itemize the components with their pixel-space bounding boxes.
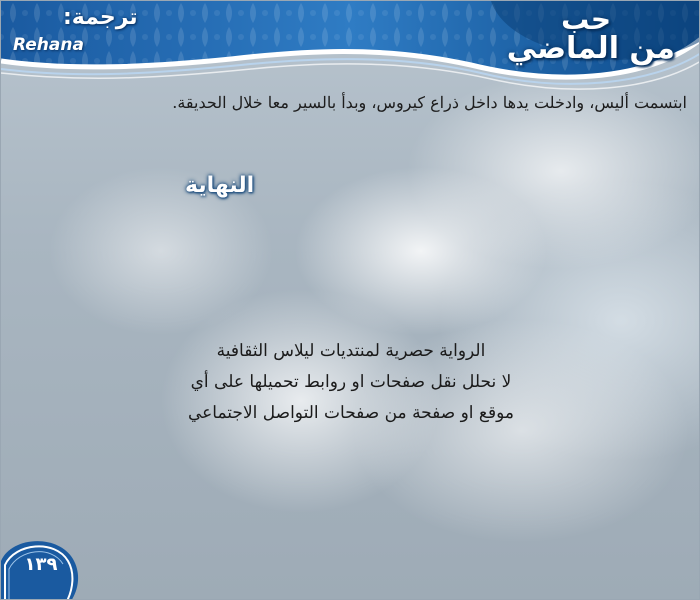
page-number: ١٣٩ xyxy=(24,554,58,575)
the-end-heading: النهاية xyxy=(185,173,255,198)
notice-line: لا نحلل نقل صفحات او روابط تحميلها على أي xyxy=(190,372,512,392)
translation-label: ترجمة: xyxy=(63,5,138,30)
notice-line: الرواية حصرية لمنتديات ليلاس الثقافية xyxy=(216,341,486,361)
exclusive-rights-notice xyxy=(151,336,551,429)
book-title-line1: حب xyxy=(561,3,611,36)
translator-name: Rehana xyxy=(13,35,84,55)
notice-line: موقع او صفحة من صفحات التواصل الاجتماعي xyxy=(187,403,514,423)
book-title-line2: من الماضي xyxy=(506,31,675,66)
story-closing-line: ابتسمت أليس، وادخلت يدها داخل ذراع كيروس، وبدأ بالسير معا خلال الحديقة. xyxy=(172,93,687,112)
page-header-banner xyxy=(1,1,700,101)
